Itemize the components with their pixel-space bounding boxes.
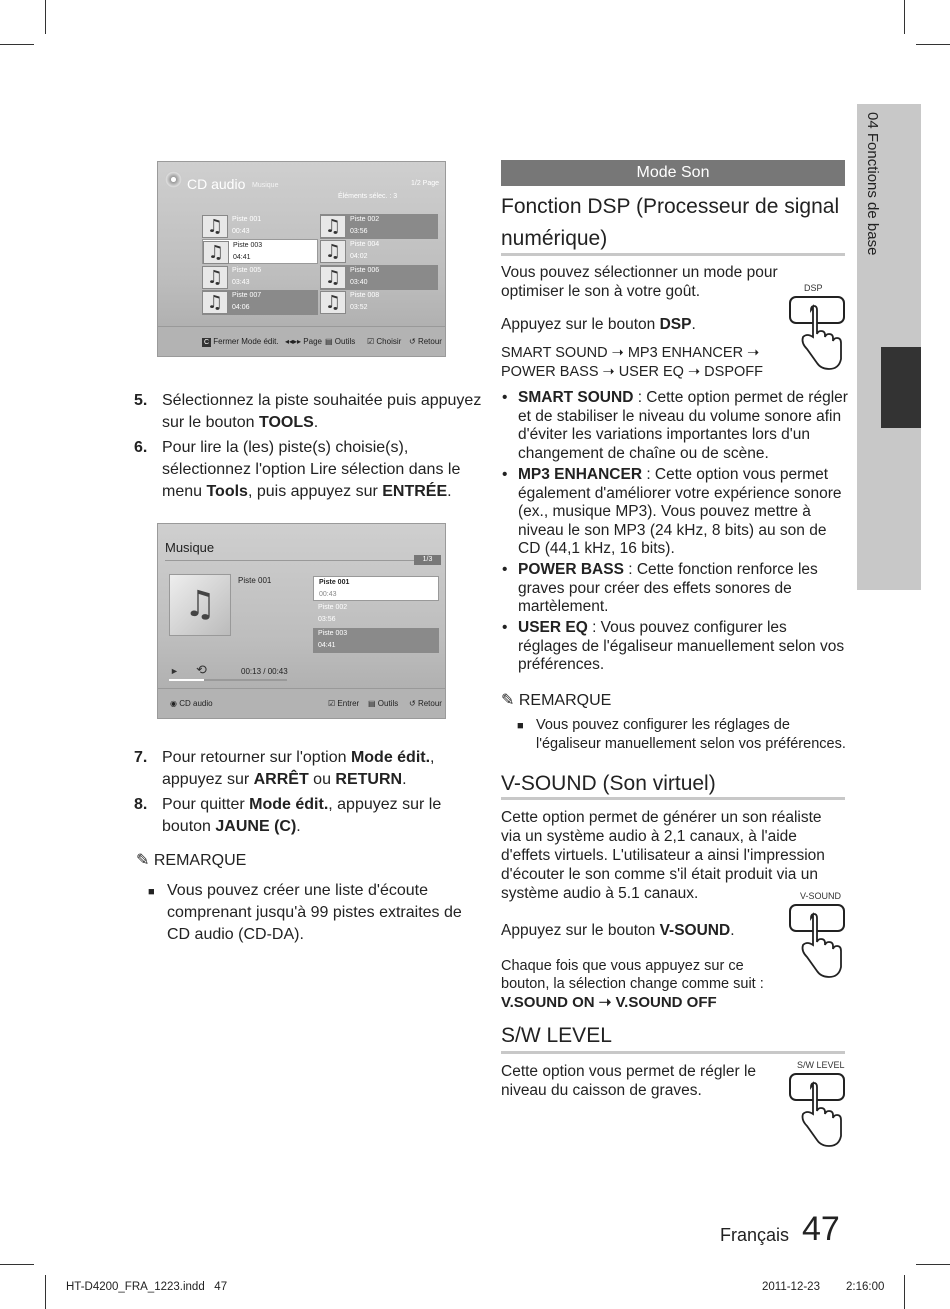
screen-subtitle: Musique (252, 182, 279, 189)
print-time: 2:16:00 (846, 1281, 885, 1293)
hand-pressing-button-icon (787, 901, 847, 989)
dsp-sequence-1: SMART SOUND ➝ MP3 ENHANCER ➝ (501, 345, 760, 361)
music-note-icon: ♫ (202, 215, 228, 238)
note-right-body: ■ Vous pouvez configurer les réglages de l'égaliseur manuellement selon vos préférences. (517, 717, 846, 752)
track-item[interactable]: ♫ Piste 004 04:02 (320, 239, 438, 264)
repeat-icon[interactable]: ⟲ (196, 662, 207, 677)
heading-rule (501, 253, 845, 256)
enter-hint[interactable]: ☑ Entrer (328, 699, 360, 708)
crop-mark (916, 1264, 950, 1265)
bullet-power-bass: • POWER BASS : Cette fonction renforce les graves pour créer des effets sonores de martèlement. (502, 561, 818, 615)
crop-mark (904, 1275, 905, 1309)
track-item[interactable]: ♫ Piste 007 04:06 (202, 290, 318, 315)
close-edit-hint[interactable]: C Fermer Mode édit. (203, 337, 279, 346)
music-note-icon: ♫ (202, 266, 228, 289)
tools-hint[interactable]: ▤ Outils (325, 337, 356, 346)
dsp-press-instruction: Appuyez sur le bouton DSP. (501, 316, 696, 333)
return-icon: ↺ (409, 337, 416, 346)
bullet-user-eq: • USER EQ : Vous pouvez configurer les réglages de l'égaliseur manuellement selon vos préférences. (502, 619, 845, 673)
cd-audio-icon: ◉ (170, 699, 177, 708)
dsp-intro: Vous pouvez sélectionner un mode pour optimiser le son à votre goût. (501, 264, 778, 300)
bullet-dot: • (502, 619, 508, 636)
section-header-mode-son: Mode Son (501, 160, 845, 186)
play-icon: ► (170, 666, 179, 676)
return-hint[interactable]: ↺ Retour (409, 337, 442, 346)
square-bullet-icon: ■ (517, 720, 524, 732)
vsound-sequence: V.SOUND ON ➝ V.SOUND OFF (501, 994, 717, 1011)
c-key-icon: C (203, 339, 210, 346)
track-item[interactable]: Piste 002 03:56 (318, 604, 348, 623)
track-item[interactable]: ♫ Piste 001 00:43 (202, 214, 318, 239)
play-time: 00:13 / 00:43 (241, 667, 288, 676)
screen-title: CD audio (187, 176, 246, 192)
crop-mark (904, 0, 905, 34)
tools-icon: ▤ (368, 699, 376, 708)
hand-pressing-button-icon (787, 1070, 847, 1158)
vsound-each-press: Chaque fois que vous appuyez sur ce bouton, la sélection change comme suit : (501, 958, 764, 992)
divider (165, 560, 440, 561)
vsound-heading: V-SOUND (Son virtuel) (501, 772, 716, 795)
crop-mark (45, 1275, 46, 1309)
cd-source-label: ◉ CD audio (170, 699, 213, 708)
crop-mark (45, 0, 46, 34)
track-item[interactable]: Piste 003 04:41 (313, 628, 439, 653)
bullet-dot: • (502, 466, 508, 483)
track-item[interactable]: ♫ Piste 008 03:52 (320, 290, 438, 315)
vsound-body: Cette option permet de générer un son réaliste via un système audio à 2,1 canaux, à l'aide d'effets virtuels. L'utilisateur a ainsi l'impression d'écouter le son comme s'il était produit via un système audio à 5.1 canaux. (501, 809, 825, 902)
file-info: HT-D4200_FRA_1223.indd 47 (66, 1281, 228, 1293)
music-note-icon: ♫ (202, 291, 228, 314)
sw-level-body: Cette option vous permet de régler le niveau du caisson de graves. (501, 1063, 757, 1099)
vsound-press-instruction: Appuyez sur le bouton V-SOUND. (501, 922, 735, 939)
square-bullet-icon: ■ (148, 886, 155, 898)
crop-mark (0, 1264, 34, 1265)
music-note-icon: ♫ (320, 215, 346, 238)
album-art-music-note-icon: ♫ (169, 574, 231, 636)
cd-icon (165, 171, 182, 188)
enter-icon: ☑ (367, 337, 375, 346)
track-item[interactable]: ♫ Piste 002 03:56 (320, 214, 438, 239)
dsp-heading: Fonction DSP (Processeur de signal numérique) (501, 195, 840, 250)
return-hint[interactable]: ↺ Retour (409, 699, 442, 708)
pencil-icon: ✎ (136, 852, 150, 869)
selected-count: Éléments sélec. : 3 (338, 193, 398, 200)
chapter-side-label: 04 Fonctions de base (864, 112, 881, 256)
print-date: 2011-12-23 (762, 1281, 820, 1293)
sw-level-remote-button: S/W LEVEL (787, 1060, 847, 1152)
heading-rule (501, 797, 845, 800)
track-list (313, 576, 439, 654)
screen-bottom-bar (158, 688, 445, 718)
progress-bar[interactable] (169, 679, 287, 681)
enter-icon: ☑ (328, 699, 336, 708)
return-icon: ↺ (409, 699, 416, 708)
page-indicator: 1/3 (414, 555, 441, 565)
dsp-sequence-2: POWER BASS ➝ USER EQ ➝ DSPOFF (501, 364, 763, 380)
footer-language: Français (720, 1225, 790, 1245)
music-note-icon: ♫ (320, 291, 346, 314)
dsp-remote-button: DSP (787, 283, 847, 373)
heading-rule (501, 1051, 845, 1054)
pencil-icon: ✎ (501, 692, 515, 709)
music-note-icon: ♫ (320, 266, 346, 289)
choose-hint[interactable]: ☑ Choisir (367, 337, 402, 346)
cd-audio-screen (157, 161, 446, 357)
bullet-smart-sound: • SMART SOUND : Cette option permet de régler et de stabiliser le niveau du volume sonore afin d'éviter les variations importantes lors d'un changement de chaîne ou de scène. (502, 389, 848, 462)
page-indicator: 1/2 Page (411, 180, 440, 187)
note-left-heading: ✎ REMARQUE (136, 852, 247, 869)
page-number: 47 (802, 1210, 840, 1248)
vsound-remote-button: V-SOUND (787, 891, 847, 981)
music-note-icon: ♫ (203, 241, 229, 264)
tools-hint[interactable]: ▤ Outils (368, 699, 399, 708)
screen-title: Musique (165, 540, 215, 555)
bullet-dot: • (502, 561, 508, 578)
now-playing-title: Piste 001 (238, 576, 272, 585)
screen-bottom-bar (158, 326, 445, 356)
note-right-heading: ✎ REMARQUE (501, 692, 612, 709)
page-hint[interactable]: ◂◂▸▸ Page (285, 337, 322, 346)
track-item-selected[interactable]: ♫ Piste 003 04:41 (202, 239, 318, 264)
crop-mark (0, 44, 34, 45)
page-arrows-icon: ◂◂▸▸ (285, 337, 302, 346)
tools-icon: ▤ (325, 337, 333, 346)
track-item-selected[interactable]: Piste 001 00:43 (313, 576, 439, 601)
crop-mark (916, 44, 950, 45)
music-note-icon: ♫ (320, 240, 346, 263)
hand-pressing-button-icon (787, 293, 847, 381)
bullet-dot: • (502, 389, 508, 406)
track-grid (202, 214, 438, 316)
track-item[interactable]: ♫ Piste 005 03:43 (202, 265, 318, 290)
track-item[interactable]: ♫ Piste 006 03:40 (320, 265, 438, 290)
bullet-mp3-enhancer: • MP3 ENHANCER : Cette option vous permet également d'améliorer votre expérience sonore (ex., musique MP3). Vous pouvez mettre à niveau le son MP3 (24 kHz, 8 bits) au son de CD (44,1 kHz, 16 bits). (502, 466, 842, 557)
sw-level-heading: S/W LEVEL (501, 1024, 612, 1047)
music-playback-screen (157, 523, 446, 719)
chapter-side-marker (881, 347, 921, 428)
note-left-body: ■ Vous pouvez créer une liste d'écoute comprenant jusqu'à 99 pistes extraites de CD audio (CD-DA). (148, 882, 462, 943)
